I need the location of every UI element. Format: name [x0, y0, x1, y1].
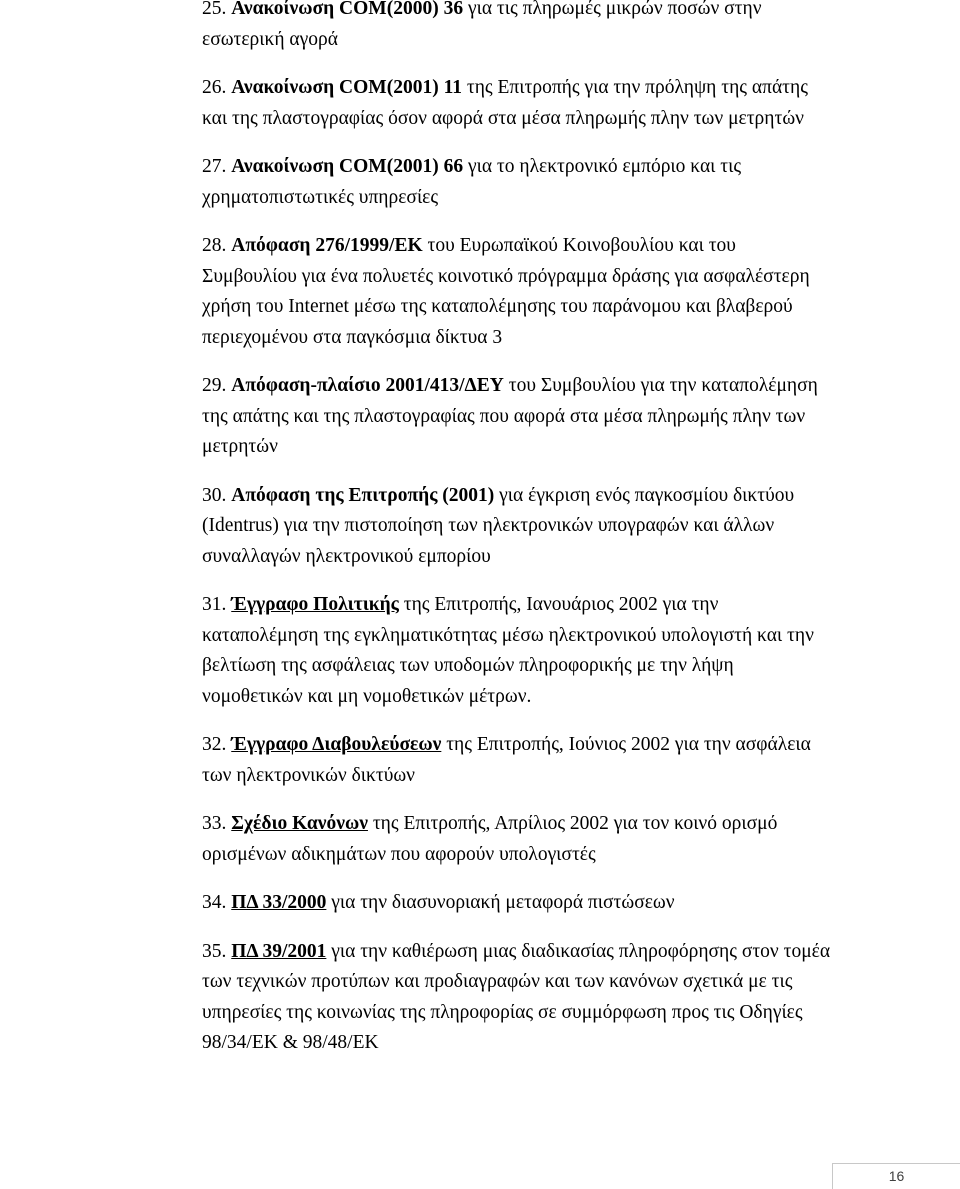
list-item [202, 937, 832, 1059]
item-number: 32. [202, 734, 227, 755]
item-text: για έγκριση ενός παγκοσμίου δικτύου (Identrus) για την πιστοποίηση των ηλεκτρονικών υπογραφών και άλλων συναλλαγών ηλεκτρονικού εμπορίου [202, 484, 795, 567]
item-title: Απόφαση-πλαίσιο 2001/413/ΔΕΥ [231, 375, 504, 396]
item-number: 28. [202, 235, 227, 256]
item-number: 35. [202, 940, 227, 962]
item-text: της Επιτροπής για την πρόληψη της απάτης και της πλαστογραφίας όσον αφορά στα μέσα πληρωμής πλην των μετρητών [202, 77, 808, 129]
list-item [202, 0, 832, 55]
item-title: Σχέδιο Κανόνων [231, 813, 368, 834]
list-item [202, 231, 832, 353]
page-number: 16 [888, 1168, 905, 1184]
item-text: για τις πληρωμές μικρών ποσών στην εσωτερική αγορά [202, 0, 762, 50]
item-title: Απόφαση 276/1999/ΕΚ [231, 235, 423, 256]
item-number: 29. [202, 375, 227, 396]
item-number: 30. [202, 484, 227, 506]
list-item [202, 888, 832, 919]
list-item [202, 481, 832, 573]
list-item [202, 152, 832, 213]
item-title: Έγγραφο Πολιτικής [231, 594, 399, 615]
item-number: 27. [202, 156, 227, 177]
item-text: του Συμβουλίου για την καταπολέμηση της απάτης και της πλαστογραφίας που αφορά στα μέσα πληρωμής πλην των μετρητών [202, 375, 818, 457]
item-text: της Επιτροπής, Ιούνιος 2002 για την ασφάλεια των ηλεκτρονικών δικτύων [202, 734, 811, 786]
page-footer [832, 1163, 960, 1189]
list-item [202, 590, 832, 712]
item-number: 33. [202, 813, 227, 834]
item-number: 31. [202, 594, 227, 615]
item-title: Ανακοίνωση COM(2001) 11 [231, 77, 463, 98]
item-text: της Επιτροπής, Ιανουάριος 2002 για την καταπολέμηση της εγκληματικότητας μέσω ηλεκτρονικού υπολογιστή και την βελτίωση της ασφάλειας των υποδομών πληροφορικής με την λήψη νομοθετικών και μη νομοθετικών μέτρων. [202, 594, 814, 707]
list-item [202, 730, 832, 791]
list-item [202, 809, 832, 870]
item-number: 25. [202, 0, 227, 19]
item-title: Ανακοίνωση COM(2001) 66 [231, 156, 464, 177]
item-number: 34. [202, 892, 227, 913]
item-title: Ανακοίνωση COM(2000) 36 [231, 0, 464, 19]
item-title: ΠΔ 33/2000 [231, 892, 327, 913]
item-title: Απόφαση της Επιτροπής (2001) [231, 484, 495, 506]
item-text: για το ηλεκτρονικό εμπόριο και τις χρηματοπιστωτικές υπηρεσίες [202, 156, 742, 208]
item-text: για την καθιέρωση μιας διαδικασίας πληροφόρησης στον τομέα των τεχνικών προτύπων και προδιαγραφών και των κανόνων σχετικά με τις υπηρεσίες της κοινωνίας της πληροφορίας σε συμμόρφωση προς τις Οδηγίες 98/34/ΕΚ & 98/48/ΕΚ [202, 940, 831, 1053]
item-text: για την διασυνοριακή μεταφορά πιστώσεων [326, 892, 675, 913]
item-title: Έγγραφο Διαβουλεύσεων [231, 734, 442, 755]
item-text: της Επιτροπής, Απρίλιος 2002 για τον κοινό ορισμό ορισμένων αδικημάτων που αφορούν υπολογιστές [202, 813, 778, 865]
reference-list [202, 0, 832, 1077]
item-text: του Ευρωπαϊκού Κοινοβουλίου και του Συμβουλίου για ένα πολυετές κοινοτικό πρόγραμμα δράσης για ασφαλέστερη χρήση του Internet μέσω της καταπολέμησης του παράνομου και βλαβερού περιεχομένου στα παγκόσμια δίκτυα 3 [202, 235, 810, 348]
list-item [202, 371, 832, 463]
list-item [202, 73, 832, 134]
item-number: 26. [202, 77, 227, 98]
item-title: ΠΔ 39/2001 [231, 940, 327, 962]
